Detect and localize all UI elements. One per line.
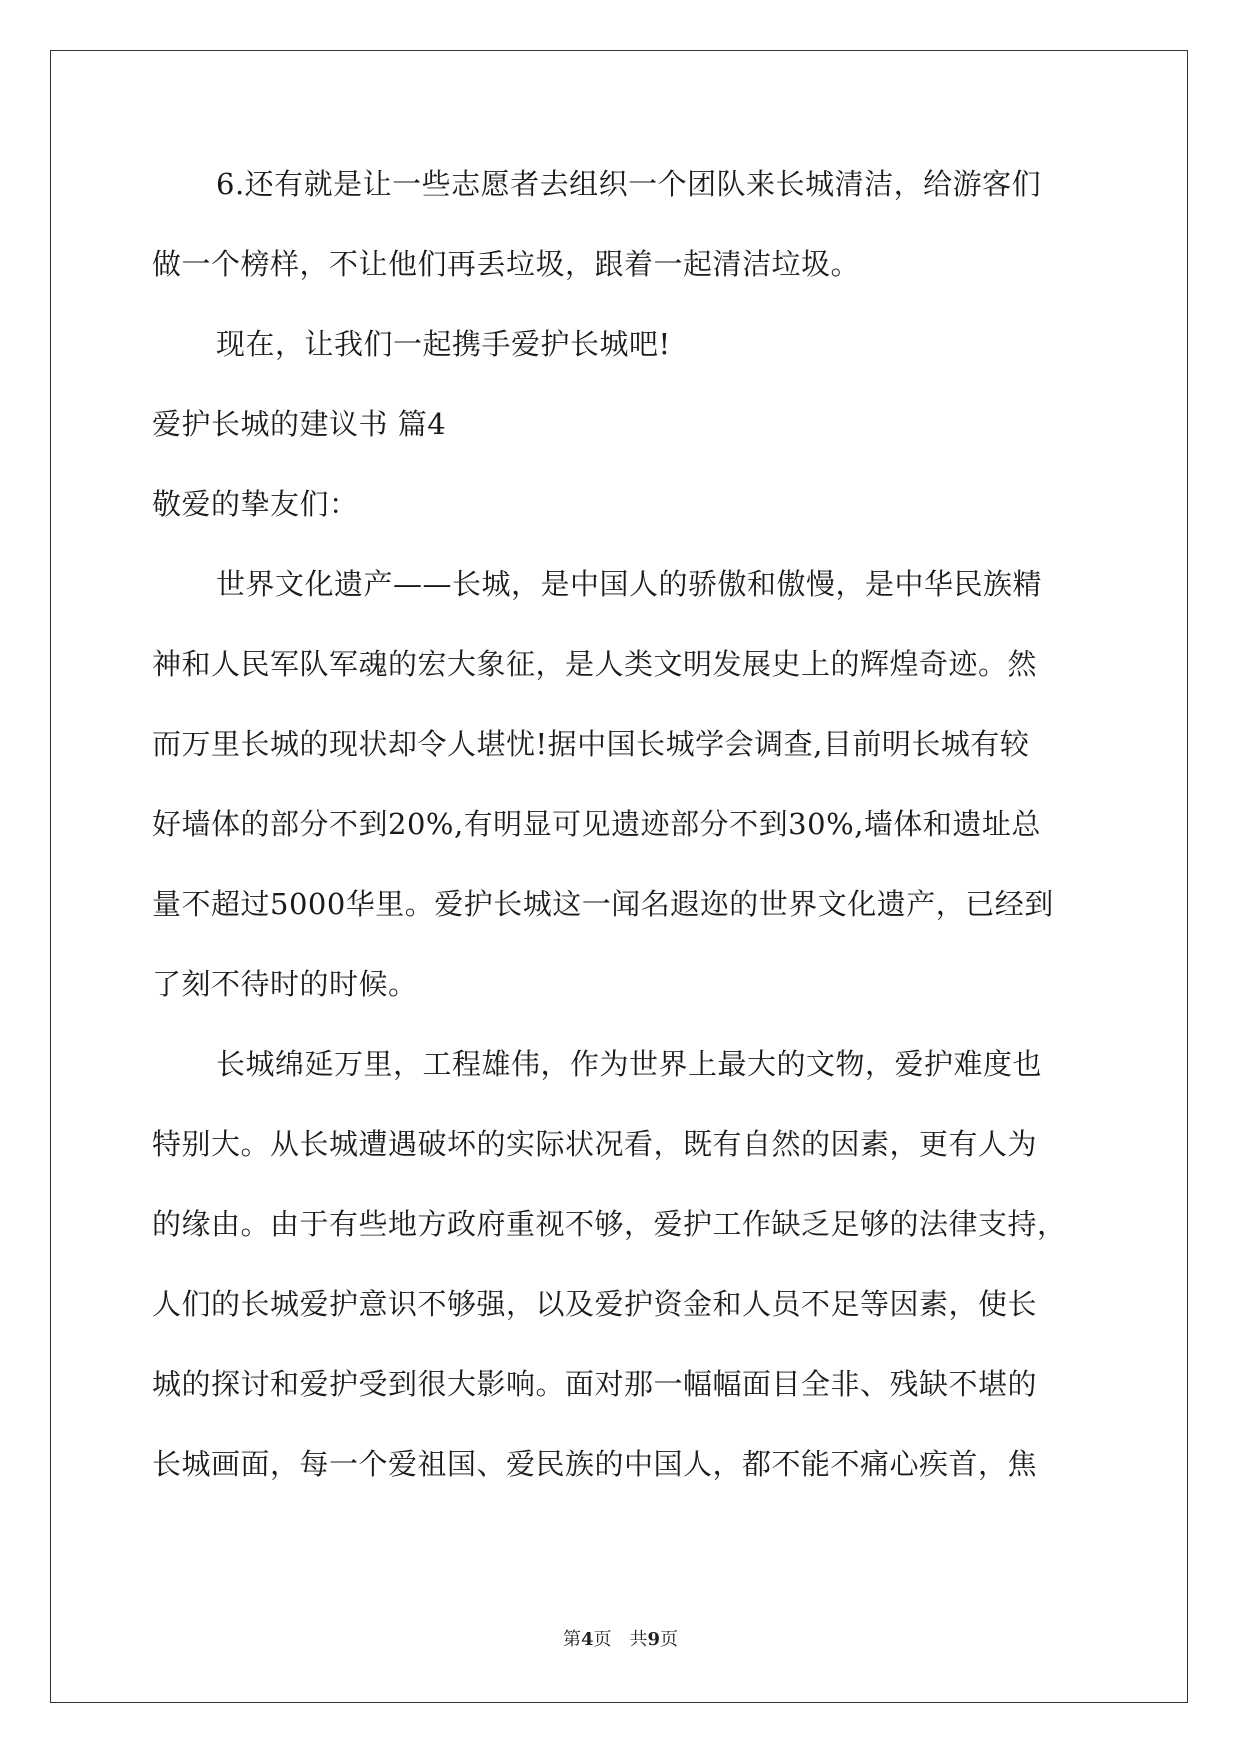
- text-line: 特别大。从长城遭遇破坏的实际状况看，既有自然的因素，更有人为: [152, 1127, 1038, 1161]
- text-line: 了刻不待时的时候。: [152, 967, 418, 1001]
- text-line: 城的探讨和爱护受到很大影响。面对那一幅幅面目全非、残缺不堪的: [152, 1367, 1038, 1401]
- text-line: 而万里长城的现状却令人堪忧!据中国长城学会调查,目前明长城有较: [152, 727, 1030, 761]
- section-heading: 爱护长城的建议书 篇4: [152, 407, 447, 441]
- document-body: [152, 164, 1092, 1524]
- text-line: 人们的长城爱护意识不够强，以及爱护资金和人员不足等因素，使长: [152, 1287, 1038, 1321]
- total-pages: 9: [647, 1629, 661, 1650]
- page-prefix: 第: [562, 1629, 581, 1650]
- page-number: 4: [580, 1629, 594, 1650]
- total-prefix: 共: [629, 1629, 648, 1650]
- text-line: 量不超过5000华里。爱护长城这一闻名遐迩的世界文化遗产，已经到: [152, 887, 1054, 921]
- text-line: 世界文化遗产——长城，是中国人的骄傲和傲慢，是中华民族精: [216, 567, 1043, 601]
- page-suffix: 页: [593, 1629, 612, 1650]
- text-line: 好墙体的部分不到20%,有明显可见遗迹部分不到30%,墙体和遗址总: [152, 807, 1041, 841]
- text-line: 做一个榜样，不让他们再丢垃圾，跟着一起清洁垃圾。: [152, 247, 861, 281]
- text-line: 神和人民军队军魂的宏大象征，是人类文明发展史上的辉煌奇迹。然: [152, 647, 1038, 681]
- text-line: 的缘由。由于有些地方政府重视不够，爱护工作缺乏足够的法律支持，: [152, 1207, 1067, 1241]
- salutation: 敬爱的挚友们：: [152, 487, 359, 521]
- page-footer: [0, 1628, 1241, 1652]
- text-line: 6.还有就是让一些志愿者去组织一个团队来长城清洁，给游客们: [216, 167, 1042, 201]
- text-line: 长城画面，每一个爱祖国、爱民族的中国人，都不能不痛心疾首，焦: [152, 1447, 1038, 1481]
- text-line: 长城绵延万里，工程雄伟，作为世界上最大的文物，爱护难度也: [216, 1047, 1043, 1081]
- text-line: 现在，让我们一起携手爱护长城吧!: [216, 327, 671, 361]
- total-suffix: 页: [660, 1629, 679, 1650]
